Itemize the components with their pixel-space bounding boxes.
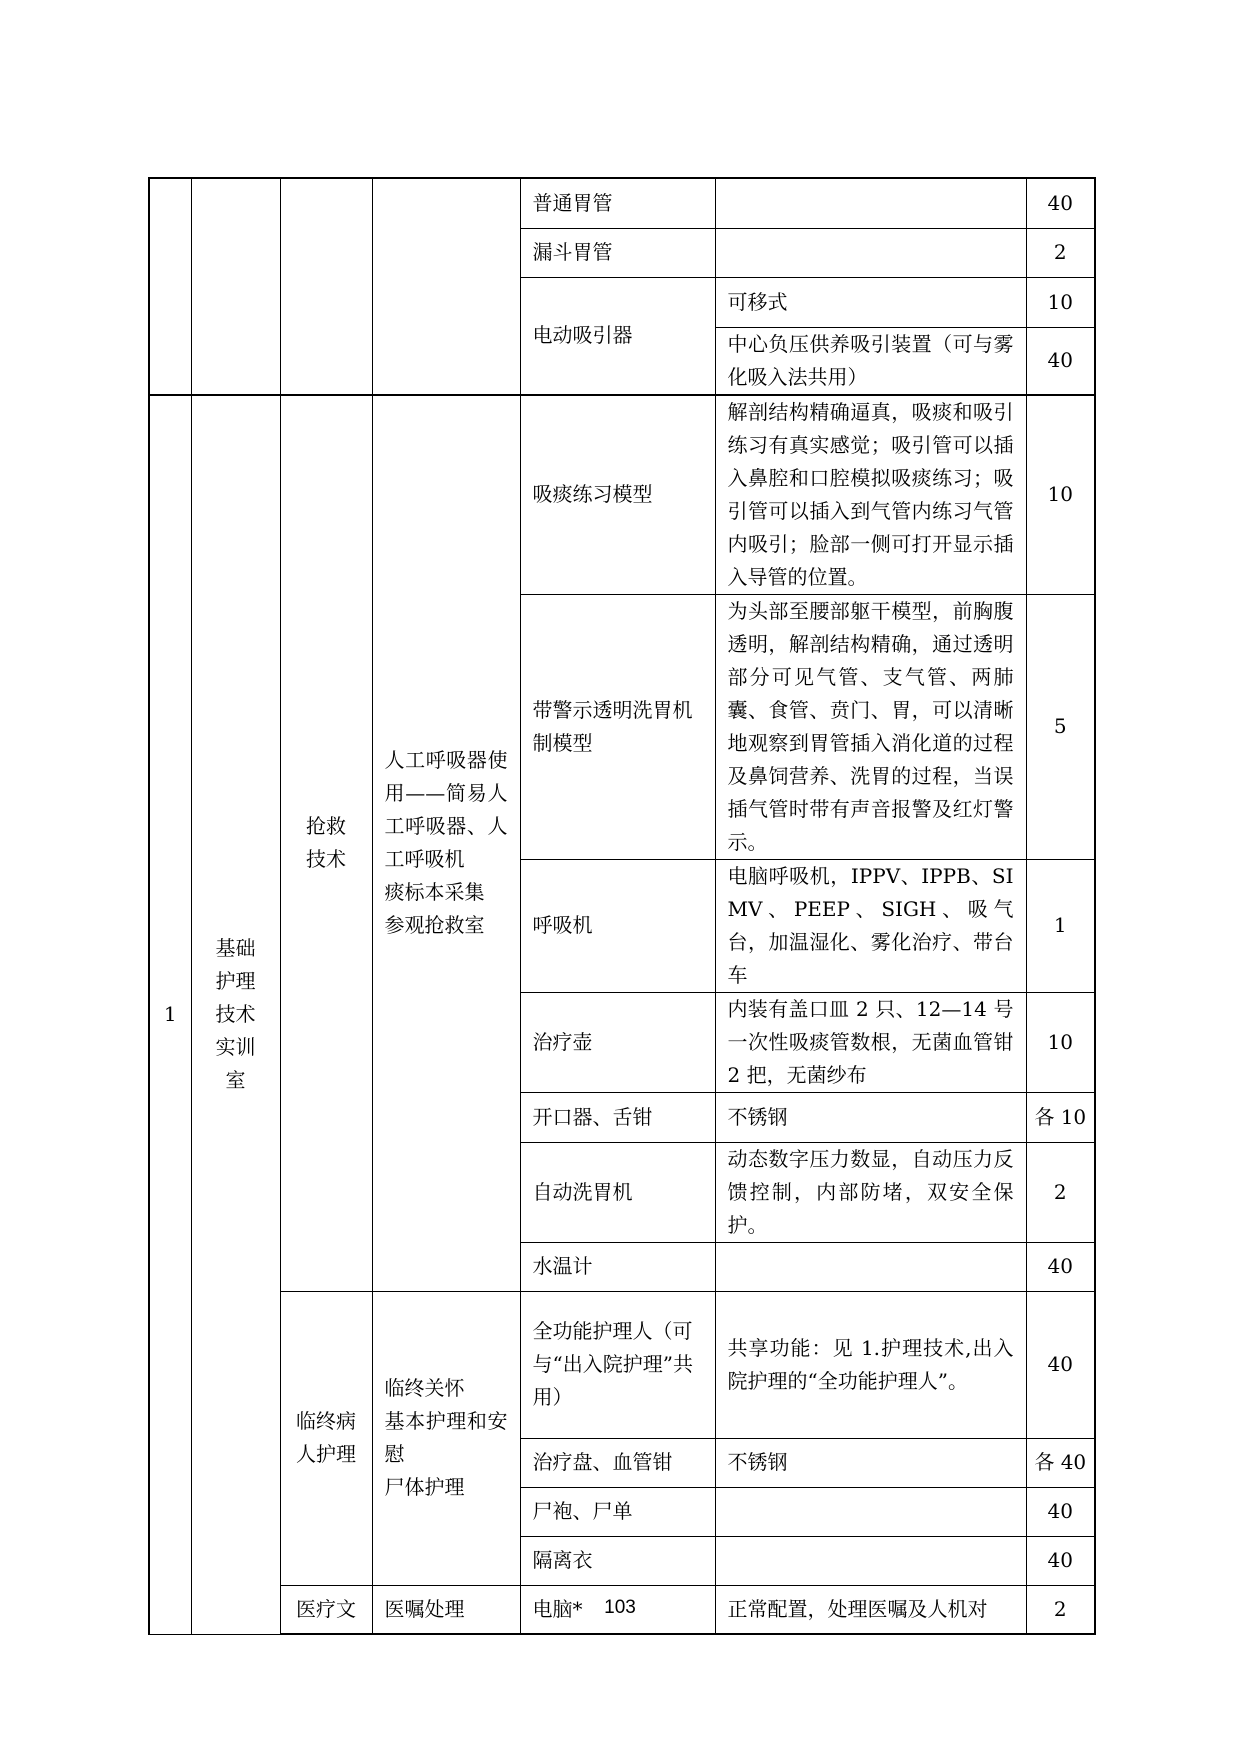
module-cell-empty: [280, 178, 372, 395]
project-terminal-care: [372, 1291, 520, 1585]
room-name-line: 护理: [215, 969, 256, 993]
room-cell-empty: [191, 178, 280, 395]
page-number: 103: [604, 1597, 636, 1618]
item-qty: 2: [1026, 228, 1095, 277]
item-qty: 40: [1026, 1291, 1095, 1438]
item-name: 治疗盘、血管钳: [520, 1438, 715, 1487]
item-spec: 内装有盖口皿 2 只、12—14 号一次性吸痰管数根，无菌血管钳 2 把，无菌纱布: [715, 992, 1026, 1092]
module-name-line: 抢救: [306, 814, 346, 838]
item-name: 全功能护理人（可与“出入院护理”共用）: [520, 1291, 715, 1438]
item-name: 水温计: [520, 1242, 715, 1291]
module-name-line: 技术: [306, 847, 346, 871]
item-spec: [715, 1536, 1026, 1585]
seq-number: 1: [149, 395, 191, 1635]
module-name-line: 临终病: [296, 1409, 356, 1433]
item-qty: 2: [1026, 1585, 1095, 1634]
equipment-table: [148, 177, 1096, 1635]
room-name-line: 室: [225, 1068, 246, 1092]
room-name-line: 实训: [215, 1035, 256, 1059]
project-medical-orders: 医嘱处理: [372, 1585, 520, 1634]
item-qty: 5: [1026, 594, 1095, 859]
item-spec: 中心负压供养吸引装置（可与雾化吸入法共用）: [715, 327, 1026, 395]
item-spec: 动态数字压力数显，自动压力反馈控制，内部防堵，双安全保护。: [715, 1142, 1026, 1242]
item-name: 自动洗胃机: [520, 1142, 715, 1242]
item-name: 漏斗胃管: [520, 228, 715, 277]
item-spec: 解剖结构精确逼真，吸痰和吸引练习有真实感觉；吸引管可以插入鼻腔和口腔模拟吸痰练习；吸引管可以插入到气管内练习气管内吸引；脸部一侧可打开显示插入导管的位置。: [715, 395, 1026, 595]
project-line: 临终关怀: [384, 1376, 465, 1400]
item-name: 尸袍、尸单: [520, 1487, 715, 1536]
item-qty: 40: [1026, 1487, 1095, 1536]
item-qty: 1: [1026, 859, 1095, 992]
item-qty: 10: [1026, 395, 1095, 595]
item-qty: 40: [1026, 1242, 1095, 1291]
item-spec: 可移式: [715, 277, 1026, 327]
item-name: 隔离衣: [520, 1536, 715, 1585]
item-name: 电动吸引器: [520, 277, 715, 395]
project-line: 基本护理和安慰: [384, 1409, 508, 1466]
module-terminal-care: [280, 1291, 372, 1585]
module-medical-records: 医疗文: [280, 1585, 372, 1634]
item-qty: 40: [1026, 327, 1095, 395]
item-spec: 不锈钢: [715, 1438, 1026, 1487]
item-name: 吸痰练习模型: [520, 395, 715, 595]
training-room-name: [191, 395, 280, 1635]
item-name: 呼吸机: [520, 859, 715, 992]
item-spec: 电脑呼吸机，IPPV、IPPB、SIMV、PEEP、SIGH、吸气台，加温湿化、雾化治疗、带台车: [715, 859, 1026, 992]
item-name: 普通胃管: [520, 178, 715, 228]
room-name-line: 基础: [215, 936, 256, 960]
project-line: 参观抢救室: [384, 913, 485, 937]
item-name: 开口器、舌钳: [520, 1092, 715, 1142]
item-qty: 各 10: [1026, 1092, 1095, 1142]
item-qty: 40: [1026, 1536, 1095, 1585]
table-row: [149, 395, 1095, 595]
item-spec: [715, 1242, 1026, 1291]
item-qty: 10: [1026, 992, 1095, 1092]
project-line: 痰标本采集: [384, 880, 485, 904]
item-spec: [715, 1487, 1026, 1536]
item-spec: [715, 228, 1026, 277]
item-name: 带警示透明洗胃机制模型: [520, 594, 715, 859]
item-spec: [715, 178, 1026, 228]
project-line: 尸体护理: [384, 1475, 465, 1499]
item-spec: 不锈钢: [715, 1092, 1026, 1142]
item-qty: 10: [1026, 277, 1095, 327]
project-line: 人工呼吸器使用——简易人工呼吸器、人工呼吸机: [384, 748, 508, 871]
item-qty: 各 40: [1026, 1438, 1095, 1487]
module-name-line: 人护理: [296, 1442, 356, 1466]
item-qty: 2: [1026, 1142, 1095, 1242]
seq-cell-empty: [149, 178, 191, 395]
item-spec: 为头部至腰部躯干模型，前胸腹透明，解剖结构精确，通过透明部分可见气管、支气管、两肺囊、食管、贲门、胃，可以清晰地观察到胃管插入消化道的过程及鼻饲营养、洗胃的过程，当误插气管时带有声音报警及红灯警示。: [715, 594, 1026, 859]
room-name-line: 技术: [215, 1002, 256, 1026]
project-cell-empty: [372, 178, 520, 395]
table-row: [149, 178, 1095, 228]
module-rescue: [280, 395, 372, 1292]
item-name: 治疗壶: [520, 992, 715, 1092]
item-qty: 40: [1026, 178, 1095, 228]
project-rescue: [372, 395, 520, 1292]
item-spec: 共享功能：见 1.护理技术,出入院护理的“全功能护理人”。: [715, 1291, 1026, 1438]
item-spec: 正常配置，处理医嘱及人机对: [715, 1585, 1026, 1634]
item-name: 电脑*: [520, 1585, 715, 1634]
table-row: [149, 1291, 1095, 1438]
